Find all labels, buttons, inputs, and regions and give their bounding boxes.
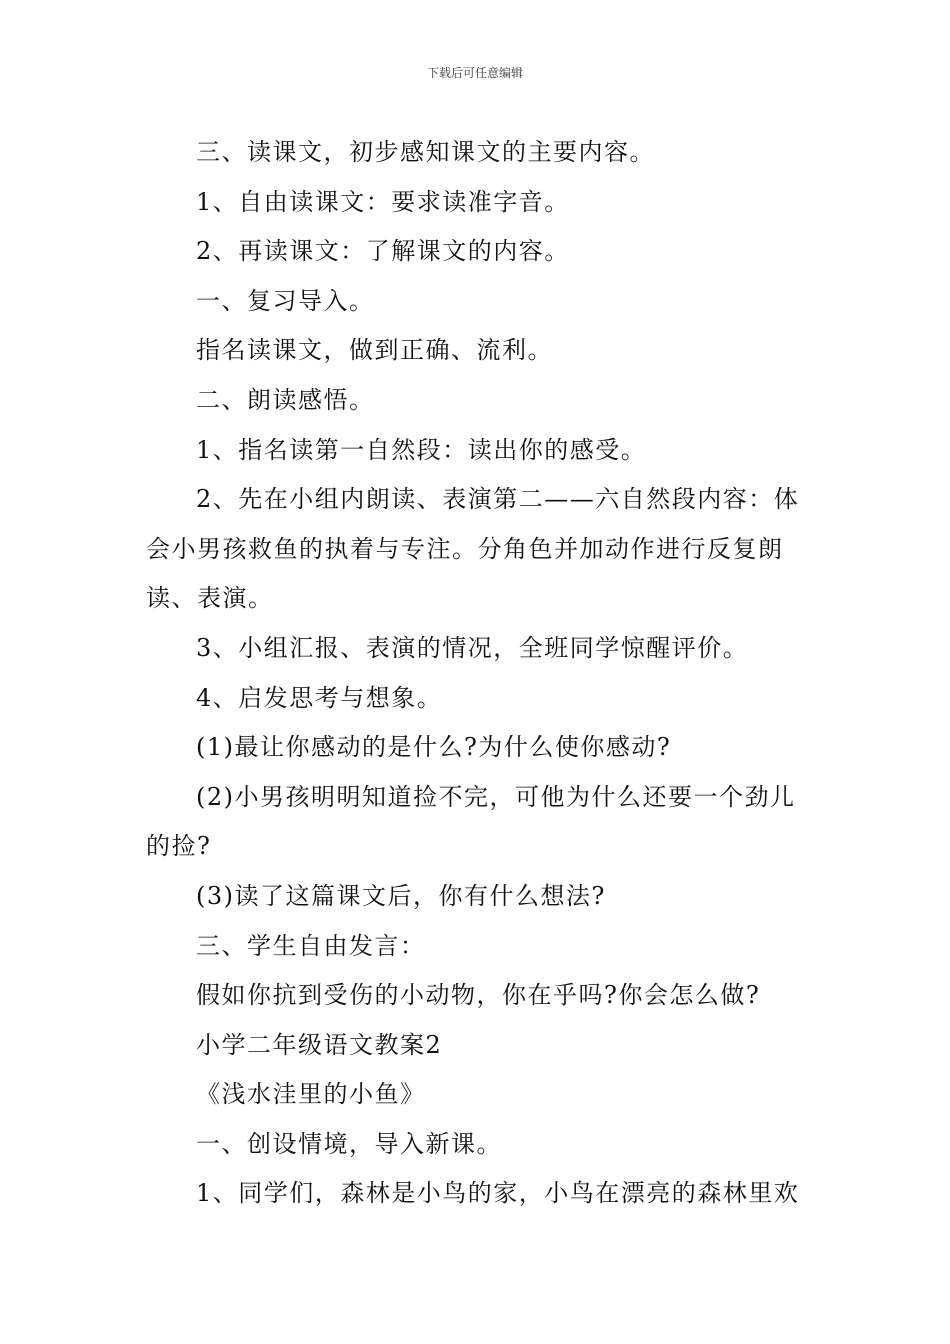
paragraph: (1)最让你感动的是什么?为什么使你感动? <box>196 733 672 762</box>
paragraph: 《浅水洼里的小鱼》 <box>196 1080 426 1109</box>
paragraph: 3、小组汇报、表演的情况，全班同学惊醒评价。 <box>196 633 749 662</box>
paragraph: 一、创设情境，导入新课。 <box>196 1129 502 1158</box>
paragraph: 一、复习导入。 <box>196 286 375 315</box>
page-header: 下载后可任意编辑 <box>426 66 523 80</box>
paragraph: (2)小男孩明明知道捡不完，可他为什么还要一个劲儿的捡? <box>146 782 796 861</box>
document-body <box>146 128 810 1219</box>
paragraph: 1、自由读课文：要求读准字音。 <box>196 187 570 216</box>
paragraph: 三、读课文，初步感知课文的主要内容。 <box>196 138 655 166</box>
paragraph: 2、先在小组内朗读、表演第二——六自然段内容：体会小男孩救鱼的执着与专注。分角色并加动作进行反复朗读、表演。 <box>146 485 800 613</box>
paragraph: 三、学生自由发言： <box>196 931 426 960</box>
paragraph: 二、朗读感悟。 <box>196 385 375 414</box>
paragraph: 1、指名读第一自然段：读出你的感受。 <box>196 435 647 464</box>
paragraph: 指名读课文，做到正确、流利。 <box>196 336 553 365</box>
paragraph: 小学二年级语文教案2 <box>196 1030 443 1059</box>
paragraph: 假如你抗到受伤的小动物，你在乎吗?你会怎么做? <box>196 981 761 1010</box>
paragraph: (3)读了这篇课文后，你有什么想法? <box>196 881 606 910</box>
paragraph: 4、启发思考与想象。 <box>196 683 443 712</box>
paragraph: 2、再读课文：了解课文的内容。 <box>196 237 570 266</box>
paragraph: 1、同学们，森林是小鸟的家，小鸟在漂亮的森林里欢 <box>196 1179 800 1208</box>
